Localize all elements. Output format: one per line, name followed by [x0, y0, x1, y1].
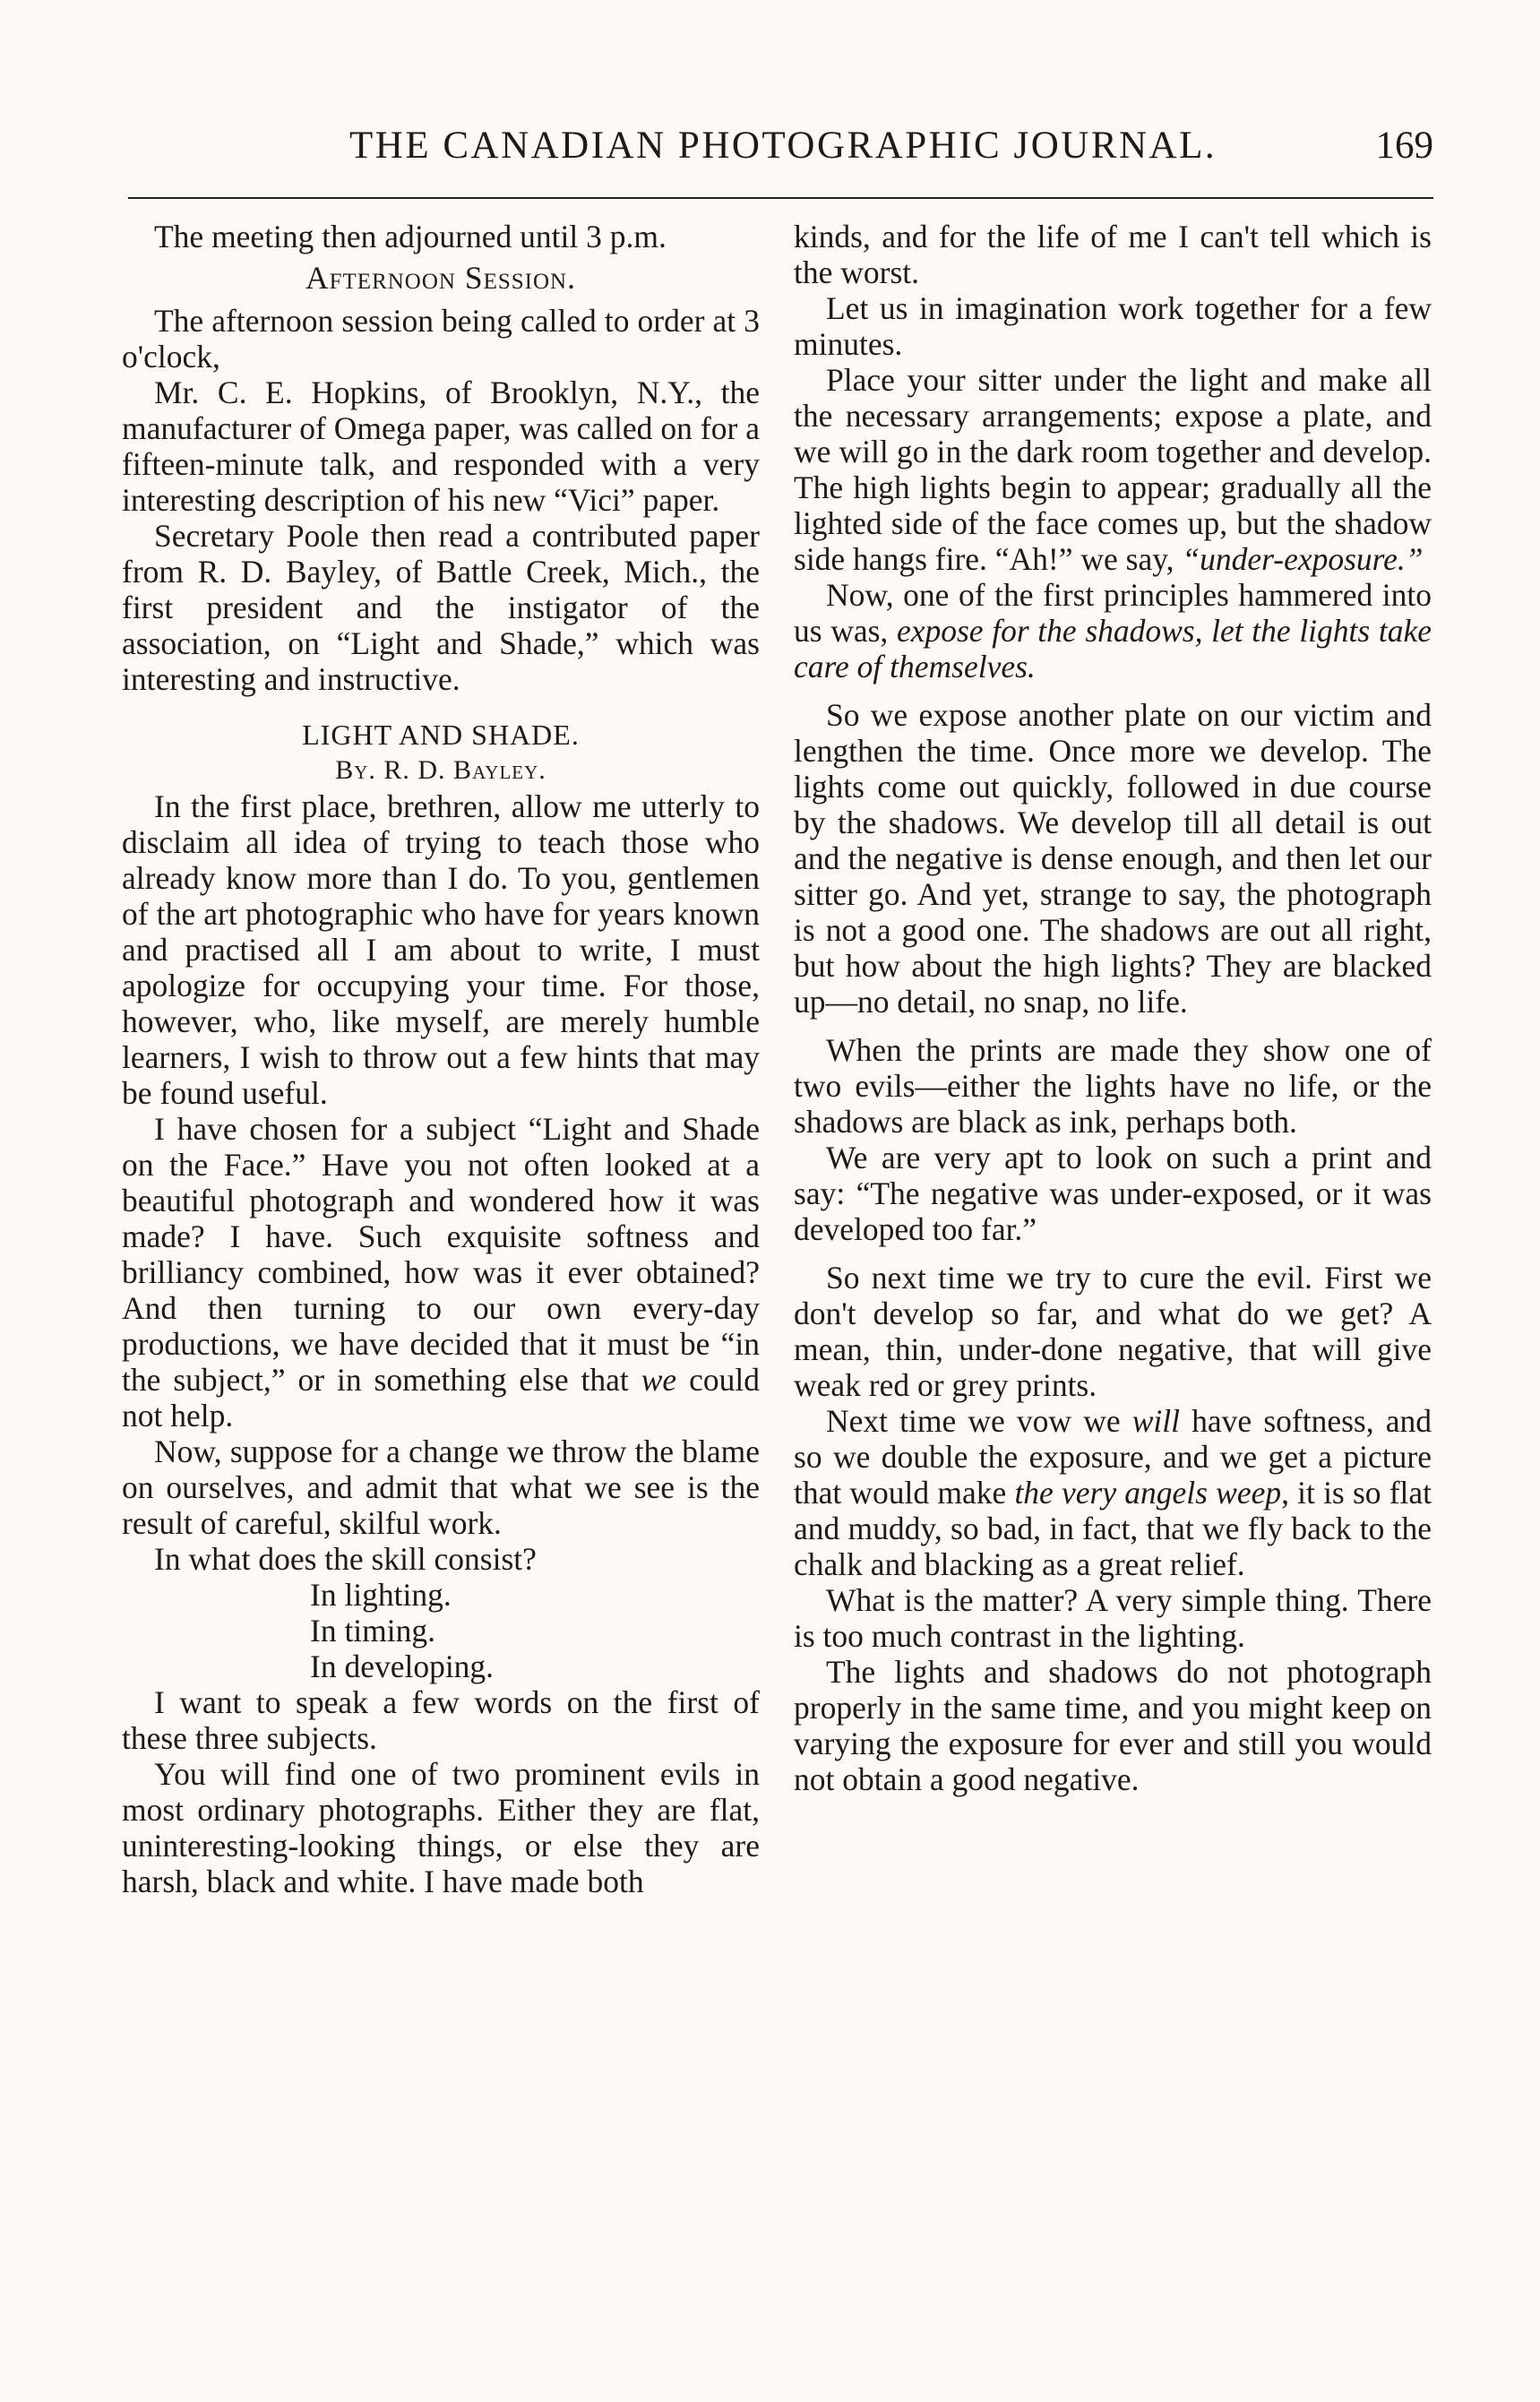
emphasis: expose for the shadows, let the lights take care of themselves.: [794, 613, 1432, 684]
paragraph-text: have softness, and so we double the exposure, and we get a picture that would make: [794, 1403, 1432, 1511]
left-column: [122, 219, 760, 1899]
paragraph-text: I have chosen for a subject “Light and Shade on the Face.” Have you not often looked at a beautiful photograph and wondered how it was made? I have. Such exquisite softness and brilliancy combined, how was it ever obtained? And then turning to our own every-day productions, we have decided that it must be “in the subject,” or in something else that: [122, 1111, 760, 1398]
paragraph-text: Place your sitter under the light and make all the necessary arrangements; expose a plate, and we will go in the dark room together and develop. The high lights begin to appear; gradually all the lighted side of the face comes up, but the shadow side hangs fire. “Ah!” we say,: [794, 362, 1432, 577]
paragraph: [794, 1403, 1432, 1582]
journal-title: THE CANADIAN PHOTOGRAPHIC JOURNAL.: [349, 125, 1217, 167]
header-rule: [128, 197, 1433, 199]
emphasis: the very angels weep: [1014, 1475, 1282, 1511]
paragraph: [122, 1111, 760, 1433]
paragraph: Secretary Poole then read a contributed paper from R. D. Bayley, of Battle Creek, Mich., the first president and the instigator of the association, on “Light and Shade,” which was interesting and instructive.: [122, 518, 760, 697]
right-column: [794, 219, 1432, 1797]
paragraph: Mr. C. E. Hopkins, of Brooklyn, N.Y., the manufacturer of Omega paper, was called on for a fifteen-minute talk, and responded with a very interesting description of his new “Vici” paper.: [122, 375, 760, 518]
paragraph: I want to speak a few words on the first of these three subjects.: [122, 1684, 760, 1756]
list-item: In timing.: [310, 1613, 436, 1649]
paragraph-text: , it is so flat and muddy, so bad, in fact, that we fly back to the chalk and blacking as a great relief.: [794, 1475, 1432, 1582]
article-title: LIGHT AND SHADE.: [302, 719, 580, 751]
emphasis: “under-exposure.”: [1182, 541, 1424, 577]
paragraph: So next time we try to cure the evil. First we don't develop so far, and what do we get? A mean, thin, under-done negative, that will give weak red or grey prints.: [794, 1260, 1432, 1403]
article-byline: By. R. D. Bayley.: [335, 755, 546, 785]
paragraph: kinds, and for the life of me I can't tell which is the worst.: [794, 219, 1432, 290]
paragraph: The lights and shadows do not photograph properly in the same time, and you might keep on varying the exposure for ever and still you would not obtain a good negative.: [794, 1654, 1432, 1797]
paragraph: The meeting then adjourned until 3 p.m.: [154, 219, 667, 254]
paragraph: Let us in imagination work together for a few minutes.: [794, 290, 1432, 362]
list-item: In lighting.: [310, 1577, 452, 1613]
section-heading: Afternoon Session.: [305, 260, 576, 296]
paragraph-text: could not help.: [122, 1362, 760, 1433]
paragraph: In the first place, brethren, allow me utterly to disclaim all idea of trying to teach those who already know more than I do. To you, gentlemen of the art photographic who have for years known and practised all I am about to write, I must apologize for occupying your time. For those, however, who, like myself, are merely humble learners, I wish to throw out a few hints that may be found useful.: [122, 788, 760, 1111]
paragraph: So we expose another plate on our victim and lengthen the time. Once more we develop. The lights come out quickly, followed in due course by the shadows. We develop till all detail is out and the negative is dense enough, and then let our sitter go. And yet, strange to say, the photograph is not a good one. The shadows are out all right, but how about the high lights? They are blacked up—no detail, no snap, no life.: [794, 697, 1432, 1020]
emphasis: will: [1131, 1403, 1181, 1439]
paragraph: Now, suppose for a change we throw the blame on ourselves, and admit that what we see is the result of careful, skilful work.: [122, 1433, 760, 1541]
list-item: In developing.: [310, 1649, 495, 1684]
paragraph: What is the matter? A very simple thing. There is too much contrast in the lighting.: [794, 1582, 1432, 1654]
paragraph: We are very apt to look on such a print and say: “The negative was under-exposed, or it was developed too far.”: [794, 1140, 1432, 1247]
running-header: [125, 124, 1433, 177]
paragraph: [794, 577, 1432, 684]
emphasis: we: [641, 1362, 677, 1398]
paragraph: When the prints are made they show one of two evils—either the lights have no life, or the shadows are black as ink, perhaps both.: [794, 1032, 1432, 1140]
paragraph-text: Now, one of the first principles hammered into us was,: [794, 577, 1432, 649]
paragraph-text: Next time we vow we: [826, 1403, 1132, 1439]
paragraph: You will find one of two prominent evils in most ordinary photographs. Either they are flat, uninteresting-looking things, or else they are harsh, black and white. I have made both: [122, 1756, 760, 1899]
paragraph: In what does the skill consist?: [154, 1541, 537, 1577]
paragraph: [794, 362, 1432, 577]
paragraph: The afternoon session being called to order at 3 o'clock,: [122, 303, 760, 375]
page-number: 169: [1375, 125, 1433, 167]
